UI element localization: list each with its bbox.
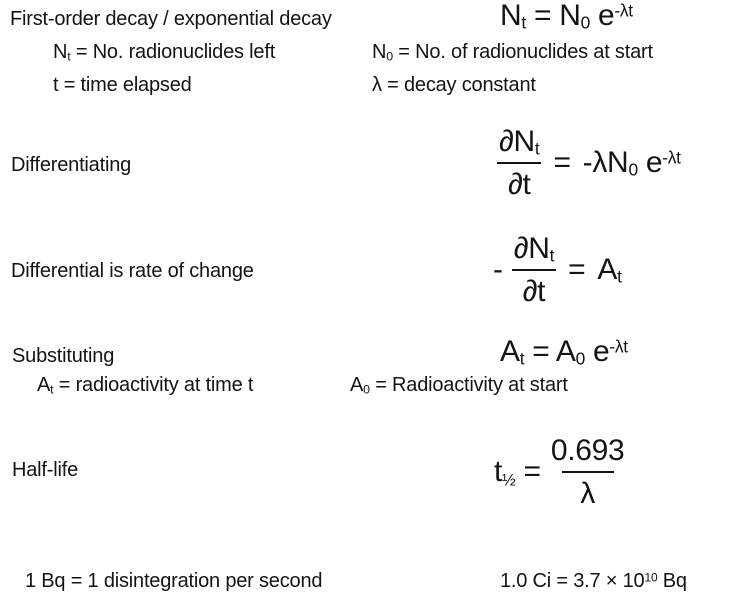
- formula-differentiated: [497, 122, 681, 204]
- label-differentiating: Differentiating: [11, 154, 132, 176]
- definition-nt: $N_t = No$. radionuclides left: [53, 41, 276, 64]
- formula-nt-decay: [500, 1, 633, 31]
- definition-n0: $N_0 = No$. of radionuclides at start: [372, 41, 653, 64]
- label-substituting: Substituting: [12, 345, 115, 367]
- fraction-denominator: ∂t: [507, 167, 531, 201]
- fraction-numerator: 0.693: [550, 433, 625, 467]
- fraction-dnt-dt: [512, 231, 556, 308]
- definition-at: $A_t$ = radioactivity at time t: [37, 374, 254, 397]
- unit-curie-conversion: 1.0 $Ci = 3.7 \times 10^{10}$ Bq: [500, 570, 687, 592]
- unit-becquerel-definition: 1 Bq = 1 disintegration per second: [25, 570, 323, 592]
- formula-nt-lhs: $N_t = N_0$ $e^{-\lambda t}$: [500, 0, 633, 33]
- equals-sign: =: [553, 146, 571, 179]
- fraction-denominator: λ: [580, 476, 595, 510]
- formula-at-decay: [500, 337, 628, 367]
- formula-rhs: $A_t$: [597, 253, 622, 287]
- heading-first-order-decay: First-order decay / exponential decay: [10, 8, 332, 30]
- fraction-denominator: ∂t: [522, 274, 546, 308]
- fraction-dnt-dt: [497, 124, 541, 201]
- label-half-life: Half-life: [12, 459, 78, 481]
- formula-thalf-lhs: $t_{\frac{1}{2}}$ =: [494, 455, 549, 490]
- definition-t: t = time elapsed: [53, 74, 192, 96]
- equals-sign: =: [568, 253, 586, 286]
- fraction-numerator: $\partial N_t$: [513, 231, 555, 265]
- formula-rhs: $-\lambda N_0$ $e^{-\lambda t}$: [582, 146, 681, 180]
- fraction-half-life: [549, 433, 627, 510]
- minus-sign: -: [493, 253, 503, 286]
- definition-lambda: λ = decay constant: [372, 74, 536, 96]
- fraction-numerator: $\partial N_t$: [499, 124, 540, 158]
- label-rate-of-change: Differential is rate of change: [11, 260, 254, 282]
- formula-at: $A_t = A_0$ $e^{-\lambda t}$: [500, 335, 628, 369]
- definition-a0: $A_0$ = Radioactivity at start: [350, 374, 568, 397]
- formula-half-life: [494, 431, 626, 513]
- formula-activity-rate: [493, 229, 622, 311]
